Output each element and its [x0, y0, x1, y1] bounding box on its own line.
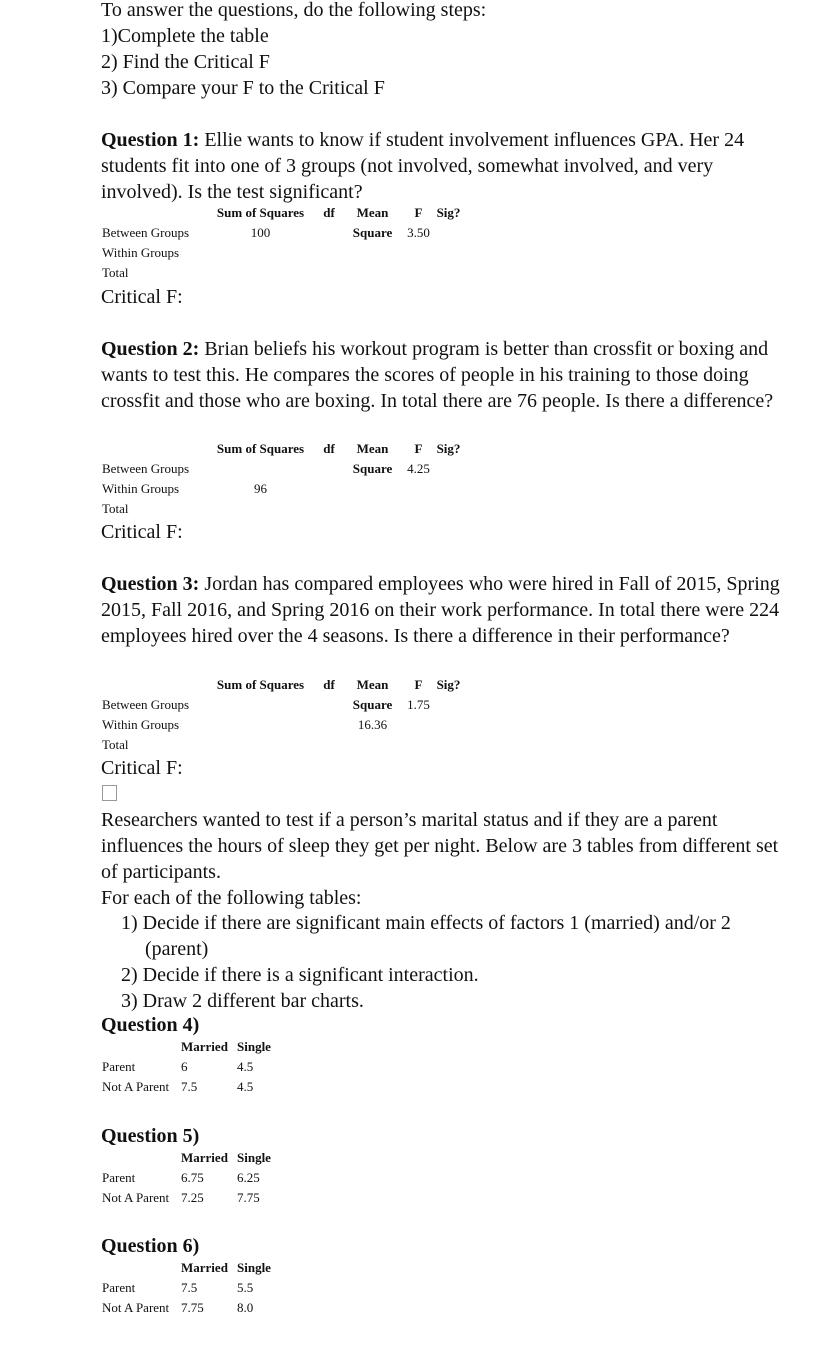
row-label: Not A Parent: [102, 1300, 170, 1315]
row-label: Between Groups: [102, 225, 190, 240]
cell-f: 1.75: [407, 697, 430, 712]
instructions-intro: To answer the questions, do the following steps:: [101, 0, 487, 21]
header-ss: Sum of Squares: [216, 677, 305, 692]
header-sig: Sig?: [436, 205, 461, 220]
table-row: [102, 243, 465, 263]
question-3: [101, 571, 781, 649]
row-label: Within Groups: [102, 717, 180, 732]
header-df: df: [323, 677, 335, 692]
anova-table-2: [102, 439, 465, 519]
cell-ms: 16.36: [357, 717, 388, 732]
cell-ss: 96: [254, 481, 267, 496]
header-married: Married: [181, 1150, 228, 1165]
cell: 7.75: [237, 1190, 260, 1205]
cell: 6: [181, 1059, 188, 1074]
checkbox[interactable]: [102, 785, 117, 801]
header-married: Married: [181, 1039, 228, 1054]
header-single: Single: [237, 1039, 271, 1054]
header-df: df: [323, 441, 335, 456]
cell-f: 4.25: [407, 461, 430, 476]
question-5-title: Question 5): [101, 1125, 200, 1147]
header-ss: Sum of Squares: [216, 205, 305, 220]
header-f: F: [414, 677, 423, 692]
critical-f-label: Critical F:: [101, 286, 183, 308]
row-label: Between Groups: [102, 461, 190, 476]
question-4-title: Question 4): [101, 1014, 200, 1036]
row-label: Not A Parent: [102, 1079, 170, 1094]
row-label: Total: [102, 501, 129, 516]
table-row: [102, 1057, 282, 1077]
header-df: df: [323, 205, 335, 220]
critical-f-label: Critical F:: [101, 521, 183, 543]
row-label: Total: [102, 737, 129, 752]
table-row: [102, 715, 465, 735]
table-row: [102, 223, 465, 243]
table-row: [102, 1278, 282, 1298]
question-6-title: Question 6): [101, 1235, 200, 1257]
cell-ss: 100: [250, 225, 271, 240]
question-1: [101, 127, 781, 205]
step-3: 3) Compare your F to the Critical F: [101, 77, 385, 99]
header-sig: Sig?: [436, 441, 461, 456]
table-row: [102, 263, 465, 283]
cell: 7.5: [181, 1079, 198, 1094]
header-married: Married: [181, 1260, 228, 1275]
header-f: F: [414, 441, 423, 456]
question-2: [101, 336, 781, 414]
critical-f-label: Critical F:: [101, 757, 183, 779]
question-2-text: Brian beliefs his workout program is better than crossfit or boxing and wants to test this. He compares the scores of people in his training to those doing crossfit and those who are boxing. In total there are 76 people. Is there a difference?: [101, 338, 774, 412]
header-f: F: [414, 205, 423, 220]
list-item: 1) Decide if there are significant main effects of factors 1 (married) and/or 2 (parent): [121, 912, 731, 960]
row-label: Between Groups: [102, 697, 190, 712]
row-label: Within Groups: [102, 481, 180, 496]
table-row: [102, 479, 465, 499]
question-3-label: Question 3:: [101, 573, 200, 595]
table-row: [102, 695, 465, 715]
step-1: 1)Complete the table: [101, 25, 269, 47]
table-row: [102, 1077, 282, 1097]
cell: 7.25: [181, 1190, 204, 1205]
row-label: Not A Parent: [102, 1190, 170, 1205]
part2-for-each: For each of the following tables:: [101, 887, 362, 909]
instructions: [101, 0, 781, 101]
anova-table-3: [102, 675, 465, 755]
two-way-table-5: [102, 1148, 282, 1208]
cell: 5.5: [237, 1280, 254, 1295]
header-ms: Mean Square: [352, 677, 393, 712]
anova-table-1: [102, 203, 465, 283]
table-row: [102, 1188, 282, 1208]
row-label: Total: [102, 265, 129, 280]
header-single: Single: [237, 1260, 271, 1275]
two-way-table-4: [102, 1037, 282, 1097]
cell: 7.75: [181, 1300, 204, 1315]
table-row: [102, 459, 465, 479]
table-row: [102, 499, 465, 519]
part2-list: [121, 910, 761, 1014]
header-sig: Sig?: [436, 677, 461, 692]
table-row: [102, 1168, 282, 1188]
cell: 6.25: [237, 1170, 260, 1185]
cell: 7.5: [181, 1280, 198, 1295]
row-label: Within Groups: [102, 245, 180, 260]
question-1-label: Question 1:: [101, 129, 200, 151]
row-label: Parent: [102, 1059, 136, 1074]
cell-f: 3.50: [407, 225, 430, 240]
header-ss: Sum of Squares: [216, 441, 305, 456]
row-label: Parent: [102, 1280, 136, 1295]
header-single: Single: [237, 1150, 271, 1165]
cell: 4.5: [237, 1059, 254, 1074]
list-item: 2) Decide if there is a significant interaction.: [121, 964, 479, 986]
cell: 8.0: [237, 1300, 254, 1315]
table-row: [102, 735, 465, 755]
header-ms: Mean Square: [352, 205, 393, 240]
row-label: Parent: [102, 1170, 136, 1185]
part2-intro-text: Researchers wanted to test if a person’s marital status and if they are a parent influences the hours of sleep they get per night. Below are 3 tables from different set of participants.: [101, 809, 779, 883]
header-ms: Mean Square: [352, 441, 393, 476]
question-1-text: Ellie wants to know if student involvement influences GPA. Her 24 students fit into one of 3 groups (not involved, somewhat involved, and very involved). Is the test significant?: [101, 129, 745, 203]
part2-intro: [101, 807, 781, 911]
two-way-table-6: [102, 1258, 282, 1318]
question-3-text: Jordan has compared employees who were hired in Fall of 2015, Spring 2015, Fall 2016, and Spring 2016 on their work performance. In total there were 224 employees hired over the 4 seasons. Is there a difference in their performance?: [101, 573, 780, 647]
cell: 4.5: [237, 1079, 254, 1094]
table-row: [102, 1298, 282, 1318]
question-2-label: Question 2:: [101, 338, 200, 360]
step-2: 2) Find the Critical F: [101, 51, 270, 73]
cell: 6.75: [181, 1170, 204, 1185]
list-item: 3) Draw 2 different bar charts.: [121, 990, 364, 1012]
